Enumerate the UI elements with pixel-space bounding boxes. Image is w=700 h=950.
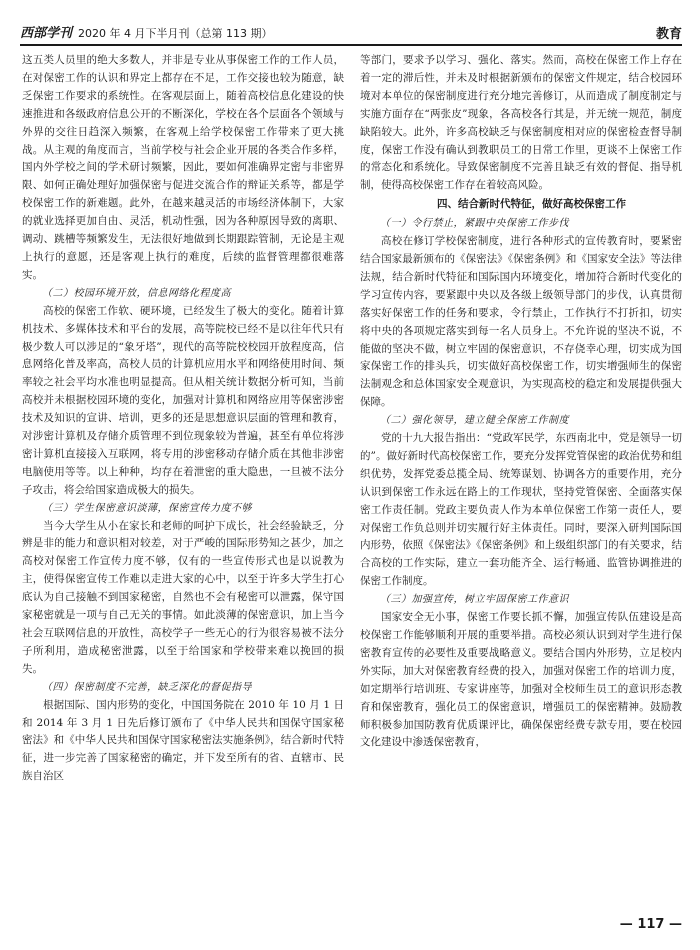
section-label: 教育 bbox=[655, 27, 682, 42]
section-heading: 四、结合新时代特征，做好高校保密工作 bbox=[437, 198, 626, 211]
article-body bbox=[22, 52, 682, 897]
paragraph: 高校在修订学校保密制度，进行各种形式的宣传教育时，要紧密结合国家最新颁布的《保密法》《保密条例》和《国家安全法》等法律法规，结合新时代特征和国际国内环境变化，增加符合新时代变化的学习宣传内容，要紧跟中央以及各级上级领导部门的步伐，认真贯彻落实好保密工作的任务和要求，令行禁止，工作执行不打折扣，切实将中央的各项规定落实到每一名人员身上。不允许说的坚决不说，不能做的坚决不做，树立牢固的保密意识，不存侥幸心理，切实成为国家保密工作的排头兵，切实做好高校保密工作，切实增强师生的保密法制观念和总体国家安全观意识，为实现高校的稳定和发展提供强大保障。 bbox=[360, 235, 682, 409]
left-column bbox=[22, 52, 344, 897]
subheading: （二）强化领导，建立健全保密工作制度 bbox=[380, 415, 569, 427]
subheading: （三）学生保密意识淡薄，保密宣传力度不够 bbox=[42, 502, 252, 514]
paragraph: 国家安全无小事，保密工作要长抓不懈，加强宣传队伍建设是高校保密工作能够顺利开展的重要举措。高校必须认识到对学生进行保密教育宣传的必要性及重要战略意义。要结合国内外形势，立足校内外实际，加大对保密教育经费的投入，加强对保密工作的培训力度，如定期举行培训班、专家讲座等，加强对全校师生员工的意识形态教育和保密教育，强化员工的保密意识，增强员工的保密精神。鼓励教师积极参加国防教育优质课评比，确保保密经费专款专用，要在校园文化建设中渗透保密教育， bbox=[360, 611, 682, 749]
right-column bbox=[360, 52, 682, 897]
journal-name: 西部学刊 bbox=[20, 26, 73, 41]
page-header bbox=[20, 18, 682, 46]
subheading: （三）加强宣传，树立牢固保密工作意识 bbox=[380, 594, 569, 606]
journal-info bbox=[20, 22, 273, 44]
paragraph: 这五类人员里的绝大多数人，并非是专业从事保密工作的工作人员，在对保密工作的认识和界定上都存在不足，工作交接也较为随意，缺乏保密工作要求的系统性。在客观层面上，随着高校信息化建设的快速推进和各级政府信息公开的不断深化，学校在各个层面各个领域与外界的交往日趋深入频繁，在客观上给学校保密工作带来了更大挑战。从主观的角度而言，当前学校与社会企业开展的各类合作多样，国内外学校之间的学术研讨频繁，因此，要如何准确界定密与非密界限、如何正确处理好加强保密与促进交流合作的辩证关系等，都是学校保密工作的新难题。此外，在越来越灵活的市场经济体制下，大家的就业选择更加自由、灵活，机动性强，因为各种原因导致的离职、调动、跳槽等频繁发生，无法很好地做到长期跟踪管制，无论是主观上执行的意愿，还是客观上执行的难度，后续的监督管理都很难落实。 bbox=[22, 54, 344, 281]
paragraph: 当今大学生从小在家长和老师的呵护下成长，社会经验缺乏，分辨是非的能力和意识相对较差，对于严峻的国际形势知之甚少，加之高校对保密工作宣传力度不够，仅有的一些宣传形式也是以说教为主，使得保密宣传工作难以走进大家的心中，以至于许多大学生打心底认为自己接触不到国家秘密，自然也不会有秘密可以泄露，保守国家秘密就是一项与自己无关的事情。如此淡薄的保密意识，加上当今社会互联网信息的开放性，高校学子一些无心的行为很容易被不法分子所利用，造成秘密泄露，以至于给国家和学校带来难以挽回的损失。 bbox=[22, 519, 344, 675]
page-number: — 117 — bbox=[619, 917, 682, 932]
subheading: （二）校园环境开放，信息网络化程度高 bbox=[42, 287, 231, 299]
paragraph: 根据国际、国内形势的变化，中国国务院在 2010 年 10 月 1 日和 2014 年 3 月 1 日先后修订颁布了《中华人民共和国保守国家秘密法》和《中华人民共和国保守国家秘密法实施条例》，结合新时代特征，进一步完善了国家秘密的确定，并下发至所有的省、直辖市、民族自治区 bbox=[22, 698, 344, 783]
paragraph: 党的十九大报告指出：“党政军民学，东西南北中，党是领导一切的”。做好新时代高校保密工作，要充分发挥党管保密的政治优势和组织优势，发挥党委总揽全局、统筹谋划、协调各方的重要作用，充分认识到保密工作永远在路上的工作现状，坚持党管保密、全面落实保密工作责任制。党政主要负责人作为本单位保密工作第一责任人，要对保密工作负总则并切实履行好主体责任。同时，要深入研判国际国内形势，依照《保密法》《保密条例》和上级组织部门的有关要求，结合高校的工作实际，建立一套功能齐全、运行畅通、监管协调推进的保密工作制度。 bbox=[360, 432, 682, 588]
issue-info: 2020 年 4 月下半月刊（总第 113 期） bbox=[78, 27, 273, 40]
subheading: （四）保密制度不完善，缺乏深化的督促指导 bbox=[42, 681, 252, 693]
paragraph: 高校的保密工作软、硬环境，已经发生了极大的变化。随着计算机技术、多媒体技术和平台的发展，高等院校已经不是以往年代只有极少数人可以涉足的“象牙塔”，现代的高等院校校园开放程度高，信息网络化普及率高，高校人员的计算机应用水平和网络使用时间、频率较之社会平均水准也明显提高。但从相关统计数据分析可知，当前高校并未根据校园环境的变化，加强对计算机和网络应用等保密涉密技术及知识的宣讲、培训，更多的还是思想意识层面的管理和教育，对涉密计算机及存储介质管理不到位现象较为普遍，甚至有单位将涉密计算机直接接入互联网，将专用的涉密移动存储介质在其他非涉密电脑使用等等。以上种种，均存在着泄密的重大隐患，一旦被不法分子攻击，将会给国家造成极大的损失。 bbox=[22, 304, 344, 496]
paragraph: 等部门，要求予以学习、强化、落实。然而，高校在保密工作上存在着一定的滞后性，并未及时根据新颁布的保密文件规定，结合校园环境对本单位的保密制度进行充分地完善修订，从而造成了制度制定与实施方面存在“两张皮”现象，各高校各行其是，并无统一规范，制度缺陷较大。此外，许多高校缺乏与保密制度相对应的保密检查督导制度，保密工作没有确认到教职员工的日常工作里，更谈不上保密工作的常态化和系统化。导致保密制度不完善且缺乏有效的督促、指导机制，使得高校保密工作存在着较高风险。 bbox=[360, 54, 682, 192]
subheading: （一）令行禁止，紧跟中央保密工作步伐 bbox=[380, 218, 569, 230]
